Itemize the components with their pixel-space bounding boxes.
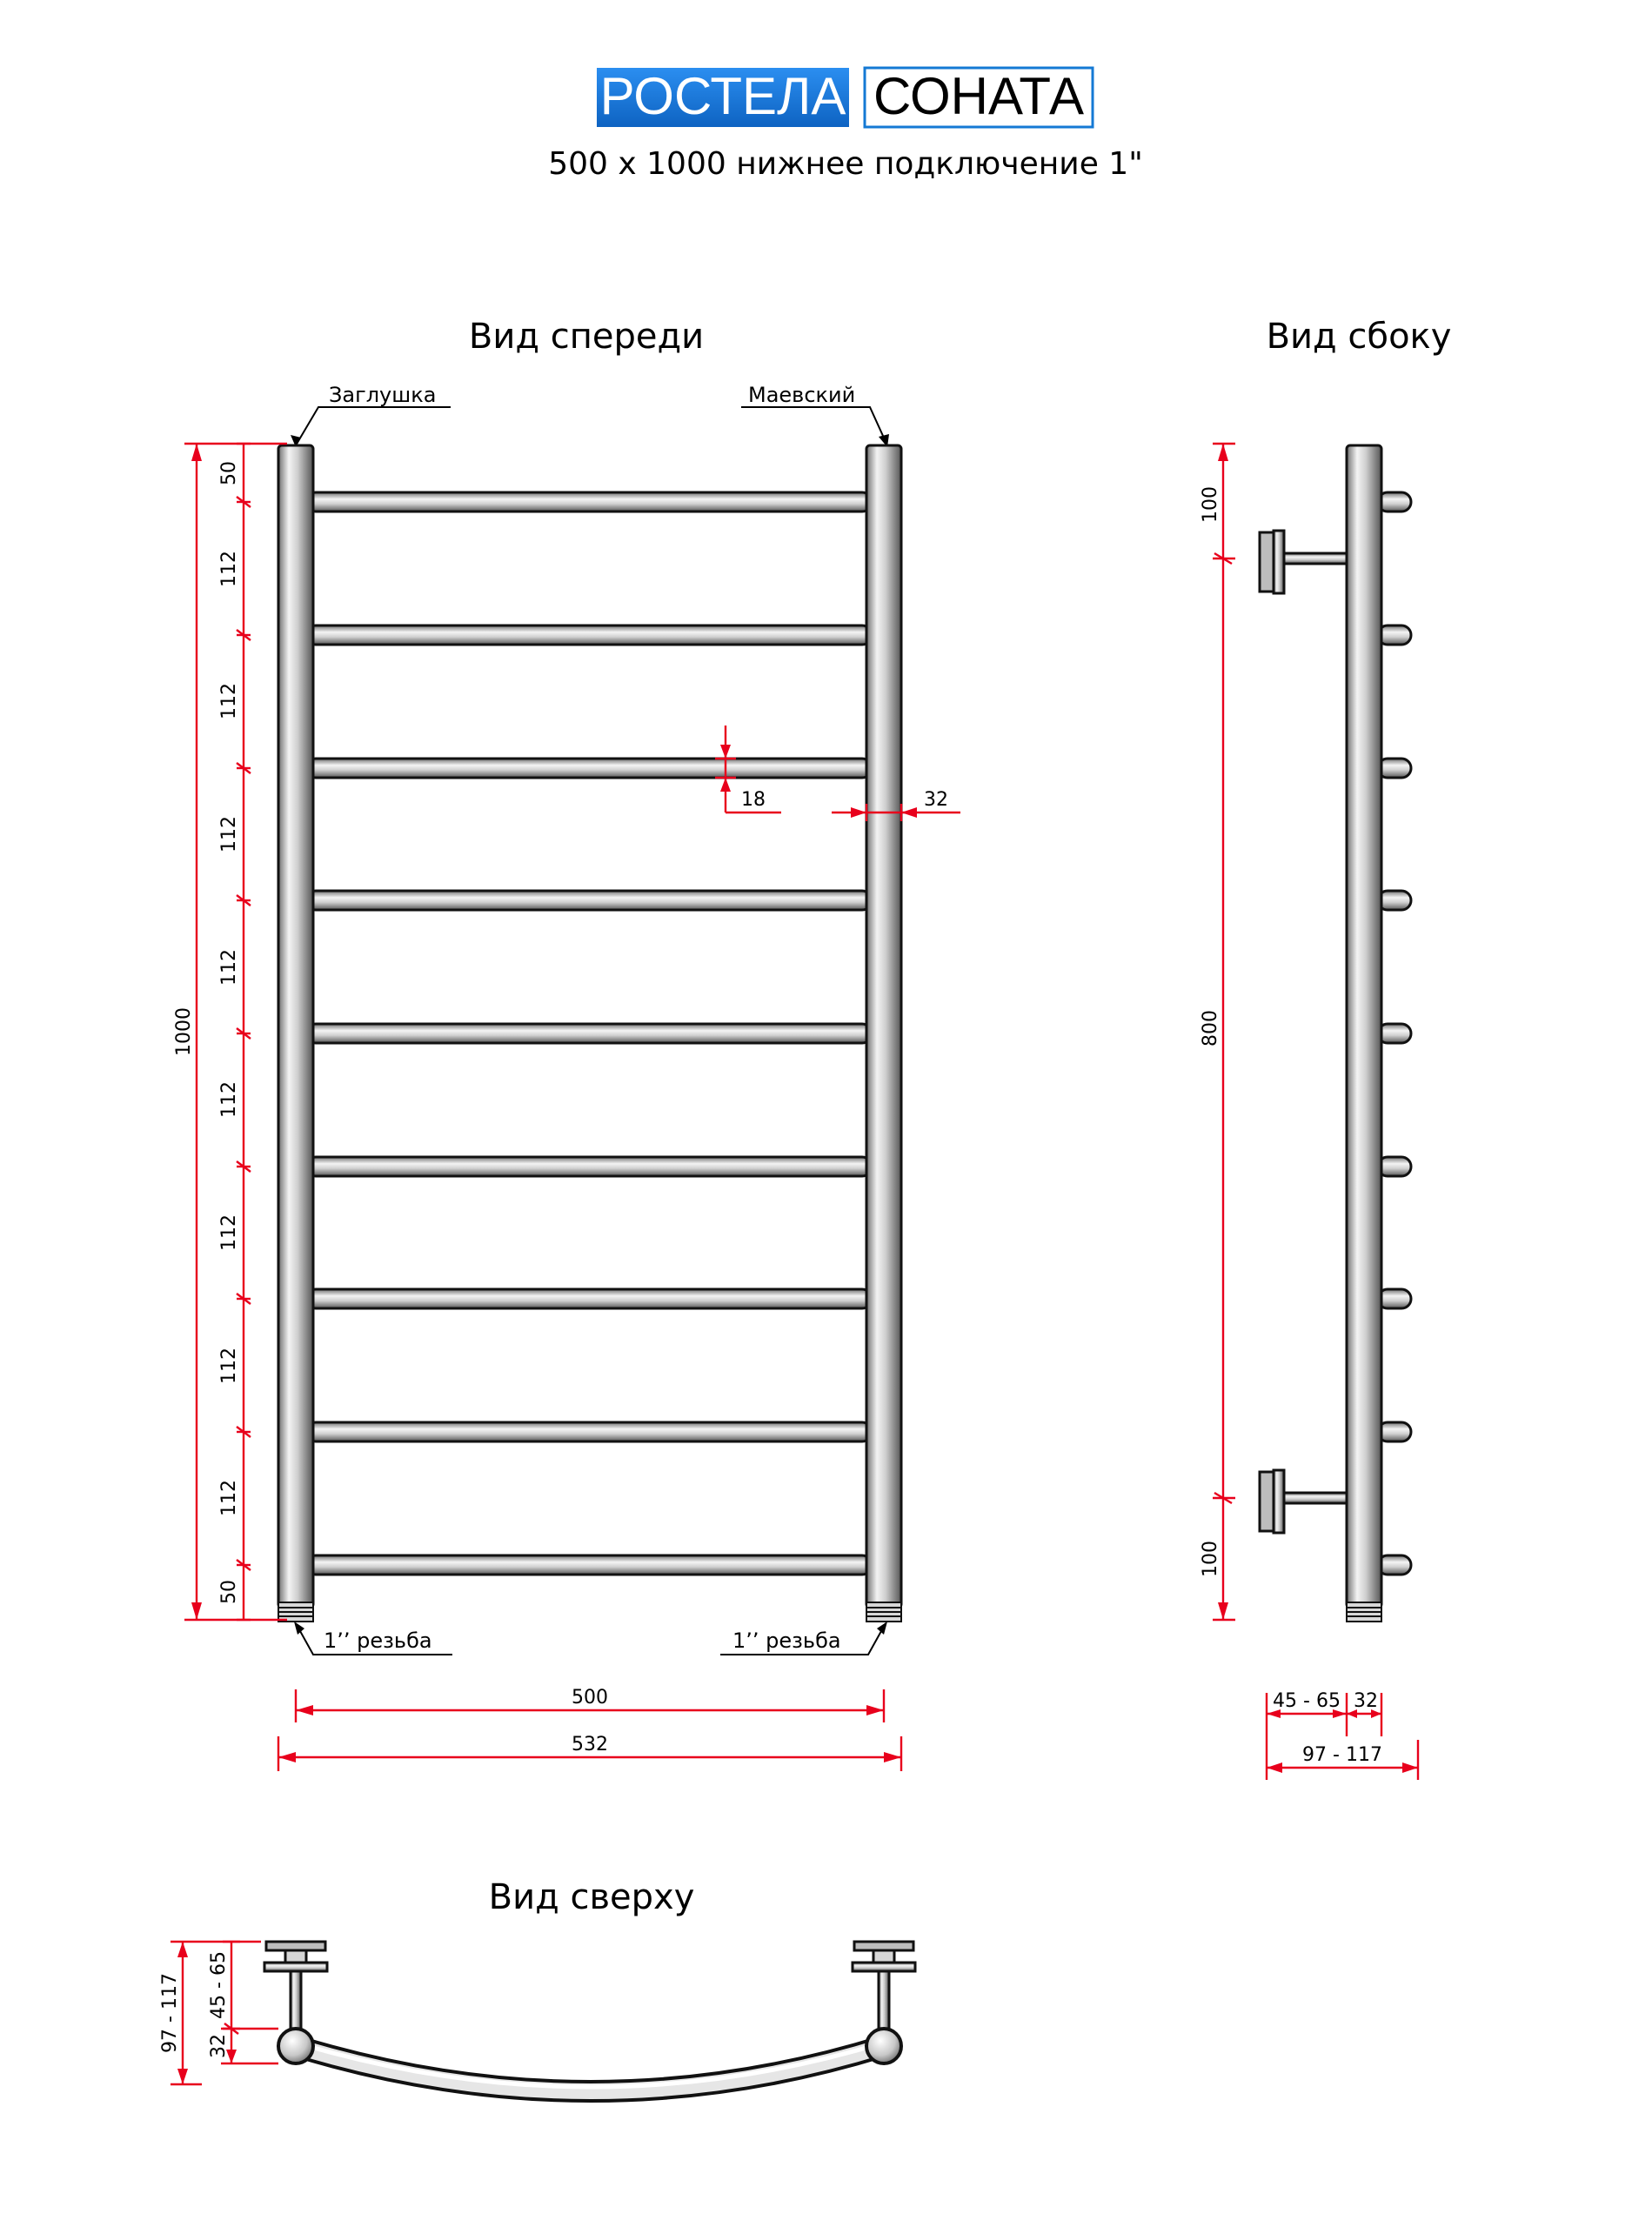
- top-depth-dimension: [159, 1942, 278, 2084]
- height-total-label: 1000: [173, 1007, 195, 1056]
- rung-stub: [1378, 1289, 1411, 1308]
- rung: [306, 759, 872, 778]
- top-depth-pipe-label: 32: [208, 2034, 230, 2058]
- step-label: 112: [218, 1480, 240, 1516]
- side-upright: [1347, 445, 1381, 1608]
- side-depth-dimension: [1267, 1690, 1418, 1780]
- side-mount-bottom: [1260, 1470, 1347, 1533]
- width-total-label: 532: [572, 1734, 608, 1756]
- rung-stub: [1378, 492, 1411, 512]
- side-height-dimension: [1200, 444, 1235, 1620]
- top-view: [159, 1877, 915, 2091]
- rung: [306, 1289, 872, 1308]
- rung-stub: [1378, 891, 1411, 910]
- top-mount-left: [264, 1942, 327, 2032]
- depth-wall-label: 45 - 65: [1273, 1690, 1341, 1712]
- step-label: 112: [218, 816, 240, 853]
- rung: [306, 625, 872, 645]
- top-upright-left: [278, 2029, 313, 2063]
- thread-right-label: 1’’ резьба: [732, 1628, 841, 1653]
- depth-total-label: 97 - 117: [1302, 1744, 1382, 1766]
- thread-left-arrow: [294, 1622, 304, 1635]
- front-rungs: [306, 492, 872, 1575]
- left-upright: [278, 445, 313, 1608]
- width-axis-dimension: [296, 1687, 884, 1722]
- mount-distance-label: 800: [1200, 1010, 1221, 1047]
- rung: [306, 891, 872, 910]
- rung-stub: [1378, 625, 1411, 645]
- valve-leader: [741, 407, 887, 445]
- top-depth-wall-label: 45 - 65: [208, 1951, 230, 2019]
- step-label: 112: [218, 1081, 240, 1118]
- rung: [306, 1024, 872, 1043]
- rung-stub: [1378, 1157, 1411, 1176]
- left-thread: [278, 1602, 313, 1622]
- rung-stub: [1378, 1024, 1411, 1043]
- side-thread: [1347, 1602, 1381, 1622]
- step-label: 50: [218, 1580, 240, 1604]
- width-axis-label: 500: [572, 1687, 608, 1709]
- top-upright-right: [866, 2029, 901, 2063]
- header: [548, 67, 1143, 182]
- depth-pipe-label: 32: [1354, 1690, 1378, 1712]
- thread-right-arrow: [877, 1622, 887, 1635]
- bottom-offset-label: 100: [1200, 1541, 1221, 1577]
- top-depth-total-label: 97 - 117: [159, 1973, 181, 2053]
- side-view-title: Вид сбоку: [1266, 317, 1452, 357]
- rung-stub: [1378, 1555, 1411, 1575]
- front-view: [173, 317, 960, 1771]
- rung-stub: [1378, 1422, 1411, 1441]
- plug-label: Заглушка: [329, 383, 437, 407]
- plug-leader: [296, 407, 451, 445]
- side-mount-top: [1260, 531, 1347, 593]
- step-label: 112: [218, 949, 240, 986]
- pipe-diameter-label: 32: [924, 789, 948, 811]
- top-offset-label: 100: [1200, 486, 1221, 523]
- front-height-dimension: [173, 444, 287, 1620]
- step-label: 112: [218, 551, 240, 587]
- right-upright: [866, 445, 901, 1608]
- step-label: 112: [218, 1348, 240, 1384]
- step-label: 112: [218, 1214, 240, 1251]
- subtitle: 500 х 1000 нижнее подключение 1": [548, 146, 1143, 182]
- front-step-chain: [218, 444, 251, 1620]
- step-label: 50: [218, 461, 240, 485]
- rung: [306, 1157, 872, 1176]
- valve-label: Маевский: [748, 383, 856, 407]
- width-total-dimension: [278, 1734, 901, 1771]
- rung: [306, 1422, 872, 1441]
- right-thread: [866, 1602, 901, 1622]
- side-view: [1200, 317, 1451, 1780]
- rung-diameter-label: 18: [741, 789, 766, 811]
- rung: [306, 1555, 872, 1575]
- top-mount-right: [853, 1942, 915, 2032]
- step-label: 112: [218, 683, 240, 719]
- front-view-title: Вид спереди: [468, 317, 705, 357]
- model-name: СОНАТА: [873, 67, 1085, 125]
- brand-name: РОСТЕЛА: [599, 67, 846, 125]
- side-rung-stubs: [1378, 492, 1411, 1575]
- rung: [306, 492, 872, 512]
- top-view-title: Вид сверху: [488, 1877, 695, 1917]
- rung-stub: [1378, 759, 1411, 778]
- thread-left-label: 1’’ резьба: [324, 1628, 432, 1653]
